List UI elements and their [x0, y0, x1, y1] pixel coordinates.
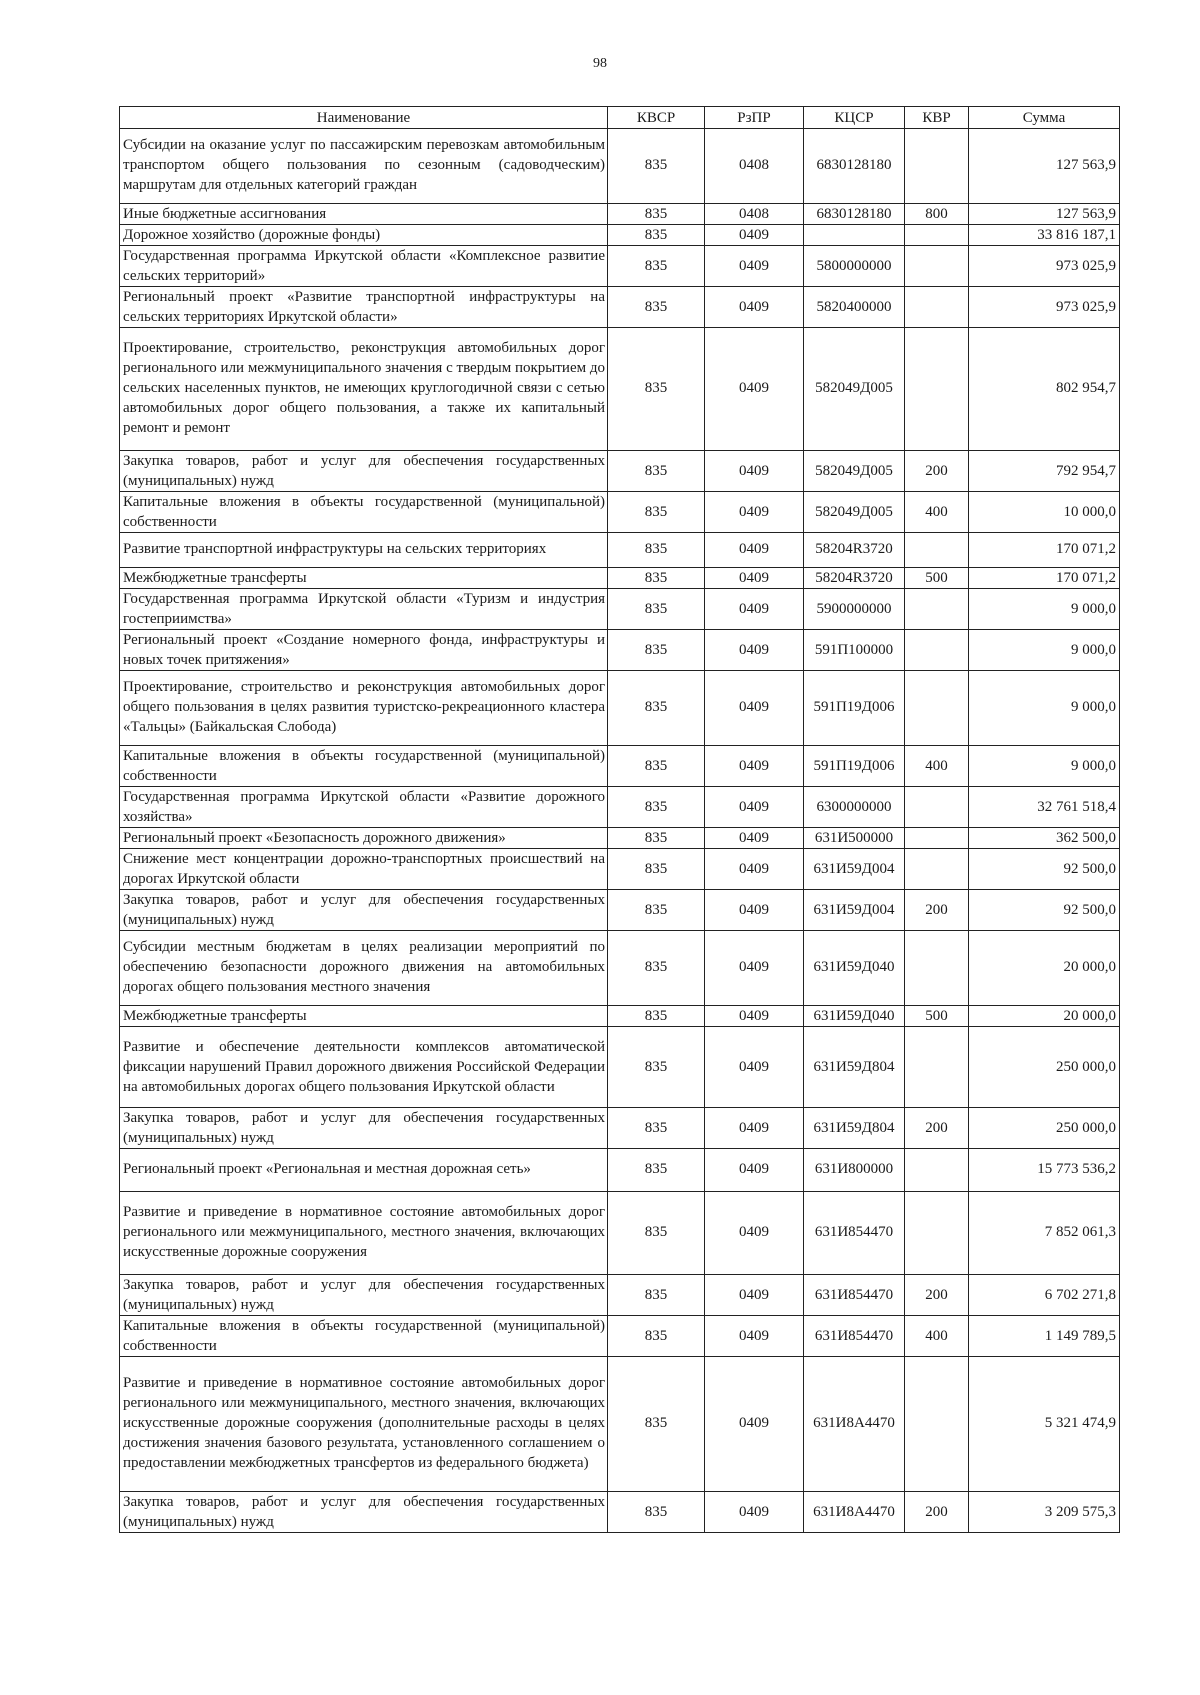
row-kvr [905, 671, 969, 746]
table-row [120, 533, 1120, 568]
row-sum: 9 000,0 [969, 630, 1120, 671]
row-sum: 3 209 575,3 [969, 1492, 1120, 1533]
row-sum: 32 761 518,4 [969, 787, 1120, 828]
row-name: Региональный проект «Развитие транспортной инфраструктуры на сельских территориях Иркутской области» [120, 287, 608, 328]
row-kvr [905, 129, 969, 204]
row-name: Капитальные вложения в объекты государственной (муниципальной) собственности [120, 492, 608, 533]
row-rzpr: 0409 [705, 1108, 804, 1149]
row-rzpr: 0409 [705, 671, 804, 746]
row-sum: 92 500,0 [969, 849, 1120, 890]
row-kvr [905, 1192, 969, 1275]
row-kvr [905, 1149, 969, 1192]
header-kvsr: КВСР [608, 107, 705, 129]
row-kcsr: 631И854470 [804, 1275, 905, 1316]
row-name: Капитальные вложения в объекты государственной (муниципальной) собственности [120, 1316, 608, 1357]
row-rzpr: 0409 [705, 630, 804, 671]
row-kvr [905, 589, 969, 630]
row-rzpr: 0409 [705, 1027, 804, 1108]
row-kcsr: 631И8А4470 [804, 1492, 905, 1533]
row-kvr: 500 [905, 568, 969, 589]
table-row [120, 1192, 1120, 1275]
row-sum: 250 000,0 [969, 1108, 1120, 1149]
row-kvr [905, 787, 969, 828]
table-row [120, 1006, 1120, 1027]
row-name: Государственная программа Иркутской области «Комплексное развитие сельских территорий» [120, 246, 608, 287]
row-kvsr: 835 [608, 1006, 705, 1027]
row-kcsr [804, 225, 905, 246]
row-sum: 973 025,9 [969, 246, 1120, 287]
row-kvr: 500 [905, 1006, 969, 1027]
row-name: Проектирование, строительство и реконструкция автомобильных дорог общего пользования в целях развития туристско-рекреационного кластера «Тальцы» (Байкальская Слобода) [120, 671, 608, 746]
row-rzpr: 0409 [705, 1149, 804, 1192]
table-row [120, 225, 1120, 246]
row-sum: 250 000,0 [969, 1027, 1120, 1108]
table-row [120, 1275, 1120, 1316]
row-kvr: 200 [905, 1275, 969, 1316]
row-kcsr: 6300000000 [804, 787, 905, 828]
row-rzpr: 0409 [705, 1275, 804, 1316]
table-row [120, 1027, 1120, 1108]
row-kvr: 200 [905, 1492, 969, 1533]
row-sum: 5 321 474,9 [969, 1357, 1120, 1492]
row-kcsr: 582049Д005 [804, 328, 905, 451]
row-sum: 9 000,0 [969, 746, 1120, 787]
row-kvr [905, 1027, 969, 1108]
row-kcsr: 631И8А4470 [804, 1357, 905, 1492]
row-kcsr: 631И59Д040 [804, 931, 905, 1006]
table-row [120, 630, 1120, 671]
row-sum: 6 702 271,8 [969, 1275, 1120, 1316]
row-sum: 9 000,0 [969, 671, 1120, 746]
row-name: Субсидии на оказание услуг по пассажирским перевозкам автомобильным транспортом общего пользования по сезонным (садоводческим) маршрутам для отдельных категорий граждан [120, 129, 608, 204]
row-sum: 973 025,9 [969, 287, 1120, 328]
row-kvsr: 835 [608, 492, 705, 533]
table-row [120, 1492, 1120, 1533]
row-name: Межбюджетные трансферты [120, 1006, 608, 1027]
row-kvsr: 835 [608, 828, 705, 849]
row-name: Закупка товаров, работ и услуг для обеспечения государственных (муниципальных) нужд [120, 451, 608, 492]
row-kcsr: 6830128180 [804, 204, 905, 225]
header-rzpr: РзПР [705, 107, 804, 129]
row-kcsr: 58204R3720 [804, 533, 905, 568]
table-row [120, 1149, 1120, 1192]
row-name: Закупка товаров, работ и услуг для обеспечения государственных (муниципальных) нужд [120, 1108, 608, 1149]
row-sum: 15 773 536,2 [969, 1149, 1120, 1192]
table-row [120, 1357, 1120, 1492]
row-rzpr: 0409 [705, 451, 804, 492]
row-kvsr: 835 [608, 129, 705, 204]
row-kvsr: 835 [608, 746, 705, 787]
table-row [120, 129, 1120, 204]
row-sum: 10 000,0 [969, 492, 1120, 533]
row-sum: 792 954,7 [969, 451, 1120, 492]
row-name: Дорожное хозяйство (дорожные фонды) [120, 225, 608, 246]
row-kcsr: 631И500000 [804, 828, 905, 849]
row-rzpr: 0409 [705, 533, 804, 568]
row-kvr [905, 287, 969, 328]
row-rzpr: 0409 [705, 225, 804, 246]
row-sum: 170 071,2 [969, 568, 1120, 589]
row-kvr: 400 [905, 746, 969, 787]
row-kcsr: 631И59Д804 [804, 1108, 905, 1149]
row-rzpr: 0409 [705, 1006, 804, 1027]
row-kvsr: 835 [608, 246, 705, 287]
row-sum: 362 500,0 [969, 828, 1120, 849]
header-name: Наименование [120, 107, 608, 129]
row-name: Снижение мест концентрации дорожно-транспортных происшествий на дорогах Иркутской области [120, 849, 608, 890]
row-rzpr: 0408 [705, 129, 804, 204]
row-kcsr: 5820400000 [804, 287, 905, 328]
row-kvr [905, 828, 969, 849]
row-kvsr: 835 [608, 568, 705, 589]
table-row [120, 1316, 1120, 1357]
row-kvsr: 835 [608, 787, 705, 828]
row-kcsr: 5800000000 [804, 246, 905, 287]
header-kvr: КВР [905, 107, 969, 129]
row-rzpr: 0409 [705, 246, 804, 287]
row-kvr [905, 328, 969, 451]
row-sum: 802 954,7 [969, 328, 1120, 451]
row-kvr [905, 1357, 969, 1492]
row-kvsr: 835 [608, 671, 705, 746]
table-row [120, 787, 1120, 828]
row-kvsr: 835 [608, 1357, 705, 1492]
row-name: Развитие и обеспечение деятельности комплексов автоматической фиксации нарушений Правил дорожного движения Российской Федерации на автомобильных дорогах общего пользования Иркутской области [120, 1027, 608, 1108]
table-row [120, 746, 1120, 787]
row-kvsr: 835 [608, 1316, 705, 1357]
row-rzpr: 0409 [705, 931, 804, 1006]
row-rzpr: 0409 [705, 746, 804, 787]
row-name: Региональный проект «Безопасность дорожного движения» [120, 828, 608, 849]
row-kvsr: 835 [608, 1492, 705, 1533]
row-kcsr: 631И854470 [804, 1316, 905, 1357]
row-name: Региональный проект «Создание номерного фонда, инфраструктуры и новых точек притяжения» [120, 630, 608, 671]
table-row [120, 451, 1120, 492]
row-kvr [905, 849, 969, 890]
table-header-row [120, 107, 1120, 129]
row-kcsr: 631И59Д004 [804, 849, 905, 890]
row-kcsr: 582049Д005 [804, 451, 905, 492]
row-rzpr: 0409 [705, 328, 804, 451]
row-rzpr: 0409 [705, 787, 804, 828]
row-rzpr: 0408 [705, 204, 804, 225]
budget-table [119, 106, 1120, 1533]
row-kvr [905, 246, 969, 287]
row-rzpr: 0409 [705, 890, 804, 931]
row-kcsr: 58204R3720 [804, 568, 905, 589]
row-sum: 20 000,0 [969, 1006, 1120, 1027]
header-kcsr: КЦСР [804, 107, 905, 129]
row-kvr [905, 225, 969, 246]
row-name: Развитие транспортной инфраструктуры на сельских территориях [120, 533, 608, 568]
row-rzpr: 0409 [705, 568, 804, 589]
table-row [120, 828, 1120, 849]
row-sum: 127 563,9 [969, 129, 1120, 204]
row-name: Проектирование, строительство, реконструкция автомобильных дорог регионального или межмуниципального значения с твердым покрытием до сельских населенных пунктов, не имеющих круглогодичной связи с сетью автомобильных дорог общего пользования, а также их капитальный ремонт и ремонт [120, 328, 608, 451]
row-kvsr: 835 [608, 589, 705, 630]
table-row [120, 589, 1120, 630]
row-kcsr: 591П100000 [804, 630, 905, 671]
row-name: Капитальные вложения в объекты государственной (муниципальной) собственности [120, 746, 608, 787]
row-name: Иные бюджетные ассигнования [120, 204, 608, 225]
row-kvsr: 835 [608, 328, 705, 451]
row-kcsr: 631И59Д804 [804, 1027, 905, 1108]
row-name: Закупка товаров, работ и услуг для обеспечения государственных (муниципальных) нужд [120, 1492, 608, 1533]
row-rzpr: 0409 [705, 492, 804, 533]
row-rzpr: 0409 [705, 849, 804, 890]
row-kvsr: 835 [608, 890, 705, 931]
page-number: 98 [593, 56, 607, 71]
row-kvr: 200 [905, 1108, 969, 1149]
table-row [120, 931, 1120, 1006]
row-name: Государственная программа Иркутской области «Туризм и индустрия гостеприимства» [120, 589, 608, 630]
row-rzpr: 0409 [705, 589, 804, 630]
row-kcsr: 631И59Д040 [804, 1006, 905, 1027]
row-kvr [905, 931, 969, 1006]
table-row [120, 568, 1120, 589]
row-kvsr: 835 [608, 1108, 705, 1149]
row-kvsr: 835 [608, 849, 705, 890]
header-sum: Сумма [969, 107, 1120, 129]
row-kvr: 400 [905, 492, 969, 533]
table-row [120, 492, 1120, 533]
row-name: Государственная программа Иркутской области «Развитие дорожного хозяйства» [120, 787, 608, 828]
row-kvsr: 835 [608, 1027, 705, 1108]
row-sum: 33 816 187,1 [969, 225, 1120, 246]
table-row [120, 287, 1120, 328]
row-name: Субсидии местным бюджетам в целях реализации мероприятий по обеспечению безопасности дорожного движения на автомобильных дорогах общего пользования местного значения [120, 931, 608, 1006]
table-row [120, 849, 1120, 890]
row-kvsr: 835 [608, 204, 705, 225]
row-kvr: 200 [905, 890, 969, 931]
table-row [120, 328, 1120, 451]
row-kcsr: 631И854470 [804, 1192, 905, 1275]
row-kcsr: 631И59Д004 [804, 890, 905, 931]
row-kvsr: 835 [608, 287, 705, 328]
row-kvsr: 835 [608, 1192, 705, 1275]
row-rzpr: 0409 [705, 287, 804, 328]
row-kvr [905, 630, 969, 671]
row-kcsr: 5900000000 [804, 589, 905, 630]
table-row [120, 204, 1120, 225]
row-kcsr: 631И800000 [804, 1149, 905, 1192]
row-kvsr: 835 [608, 1275, 705, 1316]
row-kvr: 800 [905, 204, 969, 225]
row-kvsr: 835 [608, 451, 705, 492]
row-kvsr: 835 [608, 225, 705, 246]
row-name: Закупка товаров, работ и услуг для обеспечения государственных (муниципальных) нужд [120, 890, 608, 931]
row-kvr: 400 [905, 1316, 969, 1357]
row-rzpr: 0409 [705, 1357, 804, 1492]
row-name: Развитие и приведение в нормативное состояние автомобильных дорог регионального или межмуниципального, местного значения, включающих искусственные дорожные сооружения [120, 1192, 608, 1275]
row-sum: 92 500,0 [969, 890, 1120, 931]
row-sum: 20 000,0 [969, 931, 1120, 1006]
row-kvsr: 835 [608, 630, 705, 671]
row-sum: 127 563,9 [969, 204, 1120, 225]
row-kvr: 200 [905, 451, 969, 492]
row-sum: 1 149 789,5 [969, 1316, 1120, 1357]
row-name: Региональный проект «Региональная и местная дорожная сеть» [120, 1149, 608, 1192]
row-kvsr: 835 [608, 533, 705, 568]
row-kcsr: 582049Д005 [804, 492, 905, 533]
row-rzpr: 0409 [705, 828, 804, 849]
row-rzpr: 0409 [705, 1192, 804, 1275]
row-name: Развитие и приведение в нормативное состояние автомобильных дорог регионального или межмуниципального, местного значения, включающих искусственные дорожные сооружения (дополнительные расходы в целях достижения значения базового результата, установленного соглашением о предоставлении межбюджетных трансфертов из федерального бюджета) [120, 1357, 608, 1492]
row-name: Межбюджетные трансферты [120, 568, 608, 589]
row-rzpr: 0409 [705, 1492, 804, 1533]
row-kvr [905, 533, 969, 568]
row-kcsr: 591П19Д006 [804, 746, 905, 787]
table-row [120, 671, 1120, 746]
row-kvsr: 835 [608, 1149, 705, 1192]
row-rzpr: 0409 [705, 1316, 804, 1357]
table-row [120, 246, 1120, 287]
row-sum: 170 071,2 [969, 533, 1120, 568]
row-name: Закупка товаров, работ и услуг для обеспечения государственных (муниципальных) нужд [120, 1275, 608, 1316]
row-sum: 9 000,0 [969, 589, 1120, 630]
table-row [120, 1108, 1120, 1149]
row-kvsr: 835 [608, 931, 705, 1006]
row-sum: 7 852 061,3 [969, 1192, 1120, 1275]
table-row [120, 890, 1120, 931]
row-kcsr: 591П19Д006 [804, 671, 905, 746]
row-kcsr: 6830128180 [804, 129, 905, 204]
